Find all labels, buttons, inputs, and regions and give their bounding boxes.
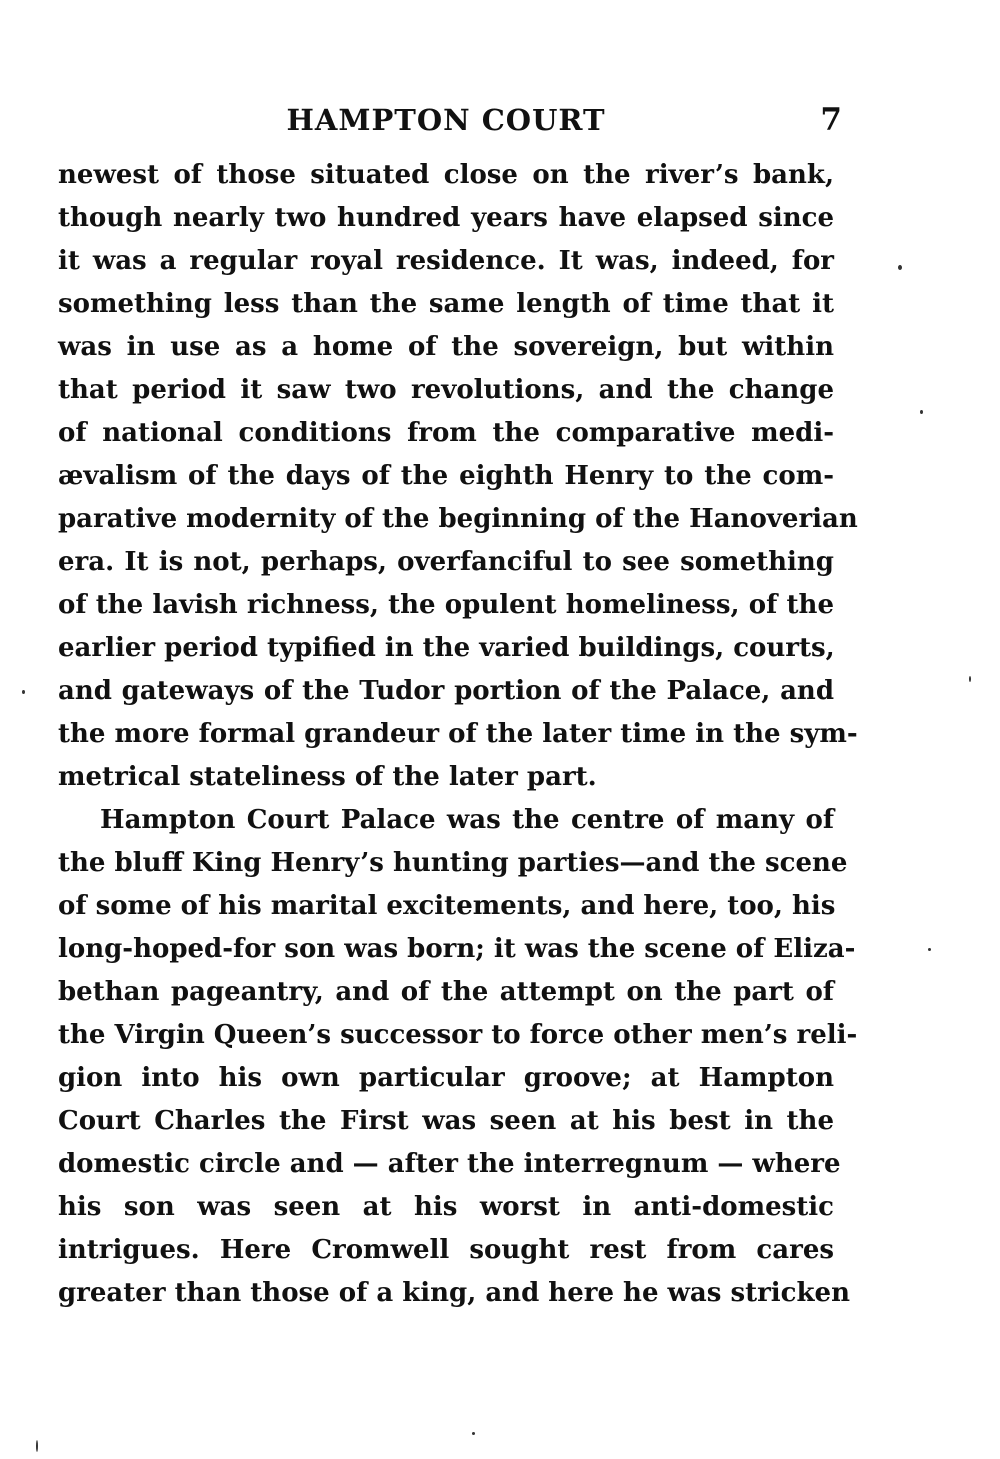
text-line: bethan pageantry, and of the attempt on the part of <box>58 977 834 1007</box>
text-line: long-hoped-for son was born; it was the scene of Eliza- <box>58 934 856 964</box>
text-line: greater than those of a king, and here he was stricken <box>58 1278 850 1308</box>
text-line: the more formal grandeur of the later time in the sym- <box>58 719 858 749</box>
text-line: era. It is not, perhaps, overfanciful to see something <box>58 547 834 577</box>
text-line: that period it saw two revolutions, and the change <box>58 375 834 405</box>
text-line: though nearly two hundred years have elapsed since <box>58 203 834 233</box>
text-line: newest of those situated close on the river’s bank, <box>58 160 834 190</box>
scan-speck <box>898 265 902 270</box>
text-line: of national conditions from the comparative medi- <box>58 418 834 448</box>
text-line: and gateways of the Tudor portion of the Palace, and <box>58 676 834 706</box>
text-line: Court Charles the First was seen at his best in the <box>58 1106 834 1136</box>
text-line: the Virgin Queen’s successor to force other men’s reli- <box>58 1020 858 1050</box>
text-line: was in use as a home of the sovereign, but within <box>58 332 834 362</box>
scan-speck <box>928 948 931 951</box>
running-title: HAMPTON COURT <box>286 103 606 137</box>
text-line: ævalism of the days of the eighth Henry to the com- <box>58 461 834 491</box>
text-line: gion into his own particular groove; at Hampton <box>58 1063 834 1093</box>
text-line: his son was seen at his worst in anti-domestic <box>58 1192 834 1222</box>
text-line: domestic circle and — after the interregnum — where <box>58 1149 841 1179</box>
paragraph-end-line: metrical stateliness of the later part. <box>58 762 597 792</box>
scan-speck <box>920 410 923 414</box>
text-line: something less than the same length of time that it <box>58 289 834 319</box>
text-line: it was a regular royal residence. It was, indeed, for <box>58 246 834 276</box>
text-line: parative modernity of the beginning of the Hanoverian <box>58 504 858 534</box>
scan-speck <box>36 1440 38 1452</box>
text-line: the bluff King Henry’s hunting parties—and the scene <box>58 848 848 878</box>
page-number: 7 <box>820 102 842 138</box>
text-line: of the lavish richness, the opulent homeliness, of the <box>58 590 834 620</box>
body-text <box>58 154 858 1315</box>
text-line: of some of his marital excitements, and here, too, his <box>58 891 836 921</box>
paragraph-start-line: Hampton Court Palace was the centre of many of <box>100 805 834 835</box>
text-line: intrigues. Here Cromwell sought rest from cares <box>58 1235 834 1265</box>
scan-speck <box>969 676 971 682</box>
running-head <box>58 98 842 142</box>
scan-speck <box>22 690 25 694</box>
scan-speck <box>472 1432 475 1435</box>
text-line: earlier period typified in the varied buildings, courts, <box>58 633 835 663</box>
